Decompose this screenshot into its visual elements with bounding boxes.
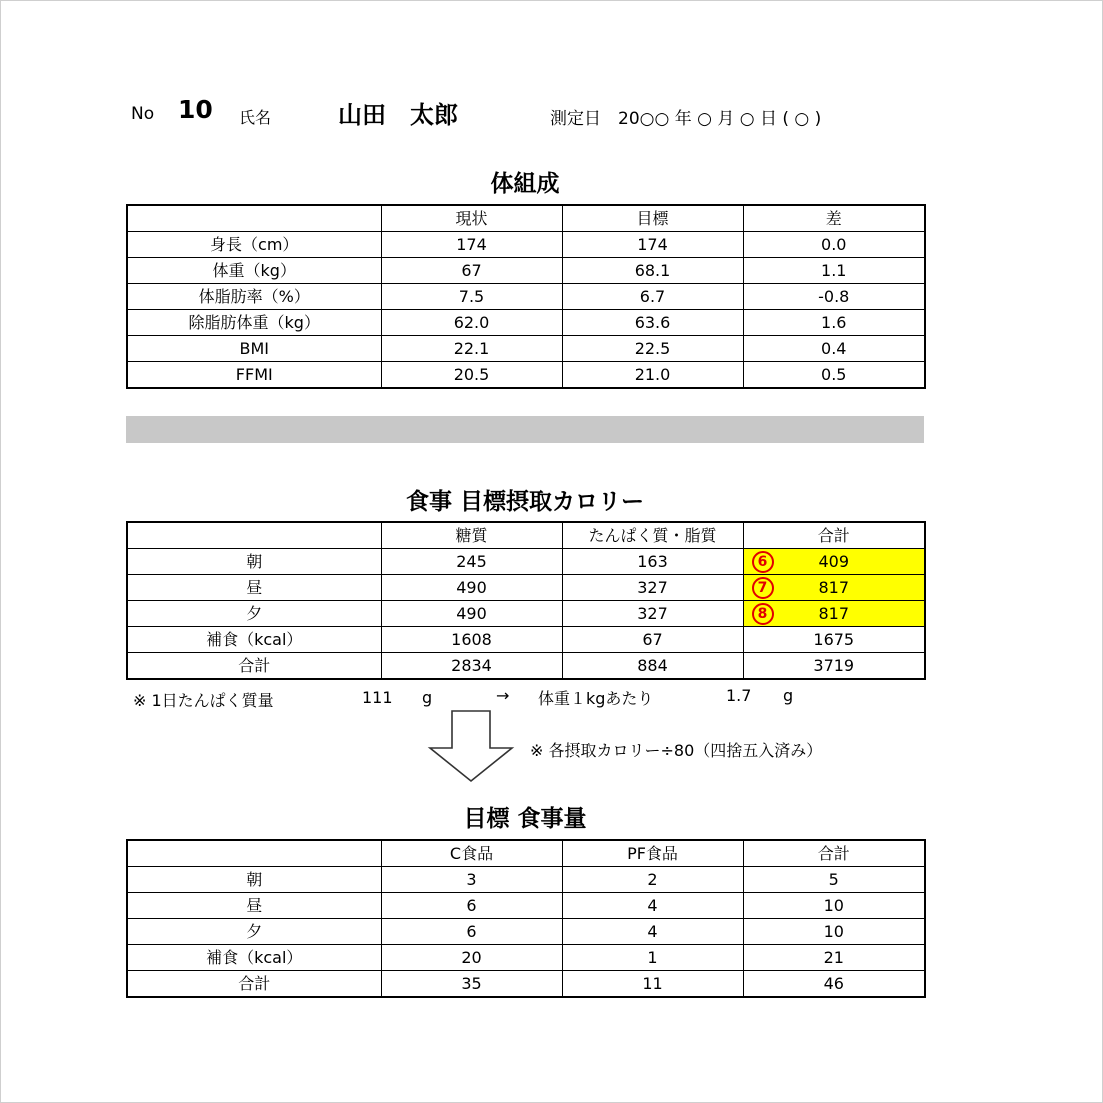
table-cell: 0.5 [743,362,925,389]
protein-value: 111 [362,688,393,707]
header-cell: 目標 [562,205,743,232]
table-cell: 5 [743,867,925,893]
table-cell: 20.5 [381,362,562,389]
highlighted-total-cell [743,575,925,601]
table-cell: 10 [743,893,925,919]
header-cell: 合計 [743,522,925,549]
protein-unit: g [422,688,433,707]
table-cell: 245 [381,549,562,575]
highlighted-total-cell [743,549,925,575]
row-label: 除脂肪体重（kg） [127,310,381,336]
row-label: BMI [127,336,381,362]
calorie-target-title: 食事 目標摂取カロリー [405,489,644,515]
table-cell: 11 [562,971,743,998]
table-row [127,893,925,919]
table-row [127,232,925,258]
table-header-row [127,840,925,867]
meal-target-title: 目標 食事量 [463,806,587,832]
row-label: FFMI [127,362,381,389]
row-label: 夕 [127,601,381,627]
header-cell: PF食品 [562,840,743,867]
table-row [127,627,925,653]
calorie-target-table [126,521,926,680]
table-cell: 0.4 [743,336,925,362]
conversion-note: ※ 各摂取カロリー÷80（四捨五入済み） [530,741,823,760]
table-header-row [127,205,925,232]
down-arrow-icon [426,708,516,784]
table-cell: 1.6 [743,310,925,336]
row-label: 夕 [127,919,381,945]
table-row [127,310,925,336]
table-cell: 4 [562,919,743,945]
table-row [127,601,925,627]
row-label: 朝 [127,549,381,575]
highlighted-total-cell [743,601,925,627]
right-arrow-icon: → [496,686,510,705]
table-row [127,653,925,680]
row-label: 補食（kcal） [127,945,381,971]
number-label: No [131,104,155,124]
row-label: 体重（kg） [127,258,381,284]
row-label: 補食（kcal） [127,627,381,653]
table-cell: 21 [743,945,925,971]
number-value: 10 [178,95,213,124]
table-cell: 10 [743,919,925,945]
table-header-row [127,522,925,549]
table-cell: 490 [381,575,562,601]
name-value: 山田 太郎 [338,101,458,129]
table-cell: 63.6 [562,310,743,336]
marker-eight: 8 [752,603,774,625]
row-label: 昼 [127,893,381,919]
table-cell: 490 [381,601,562,627]
table-cell: 163 [562,549,743,575]
body-composition-title: 体組成 [490,171,560,197]
table-row [127,362,925,389]
table-cell: -0.8 [743,284,925,310]
table-cell: 6 [381,893,562,919]
table-cell: 1675 [743,627,925,653]
total-value: 817 [818,577,850,597]
per-kg-label: 体重１kgあたり [538,689,654,708]
table-cell: 4 [562,893,743,919]
table-row [127,336,925,362]
name-label: 氏名 [239,108,272,127]
protein-note-label: ※ 1日たんぱく質量 [133,691,274,710]
table-cell: 1 [562,945,743,971]
header-cell [127,205,381,232]
table-row [127,575,925,601]
header-cell [127,840,381,867]
table-cell: 1608 [381,627,562,653]
marker-six: 6 [752,551,774,573]
table-cell: 67 [381,258,562,284]
header-cell: 合計 [743,840,925,867]
table-row [127,971,925,998]
total-value: 409 [818,551,850,571]
total-value: 817 [818,603,850,623]
table-cell: 6 [381,919,562,945]
per-kg-unit: g [783,686,794,705]
table-cell: 174 [562,232,743,258]
row-label: 身長（cm） [127,232,381,258]
table-row [127,919,925,945]
table-cell: 6.7 [562,284,743,310]
header-cell [127,522,381,549]
table-row [127,258,925,284]
header-cell: 現状 [381,205,562,232]
table-cell: 884 [562,653,743,680]
marker-seven: 7 [752,577,774,599]
row-label: 昼 [127,575,381,601]
table-cell: 68.1 [562,258,743,284]
header-cell: 差 [743,205,925,232]
table-cell: 62.0 [381,310,562,336]
table-cell: 174 [381,232,562,258]
table-cell: 22.1 [381,336,562,362]
row-label: 体脂肪率（%） [127,284,381,310]
table-cell: 2834 [381,653,562,680]
header-cell: たんぱく質・脂質 [562,522,743,549]
row-label: 合計 [127,971,381,998]
row-label: 朝 [127,867,381,893]
table-cell: 22.5 [562,336,743,362]
body-composition-table [126,204,926,389]
measurement-date: 測定日 20○○ 年 ○ 月 ○ 日 ( ○ ) [550,109,822,129]
table-cell: 3 [381,867,562,893]
table-row [127,945,925,971]
table-cell: 7.5 [381,284,562,310]
table-row [127,867,925,893]
table-cell: 3719 [743,653,925,680]
table-cell: 67 [562,627,743,653]
table-cell: 327 [562,575,743,601]
row-label: 合計 [127,653,381,680]
table-cell: 327 [562,601,743,627]
table-row [127,284,925,310]
table-row [127,549,925,575]
header-cell: 糖質 [381,522,562,549]
table-cell: 46 [743,971,925,998]
meal-target-table [126,839,926,998]
header-cell: C食品 [381,840,562,867]
section-divider [126,416,924,443]
table-cell: 1.1 [743,258,925,284]
table-cell: 21.0 [562,362,743,389]
table-cell: 20 [381,945,562,971]
table-cell: 2 [562,867,743,893]
table-cell: 35 [381,971,562,998]
table-cell: 0.0 [743,232,925,258]
per-kg-value: 1.7 [726,686,752,705]
